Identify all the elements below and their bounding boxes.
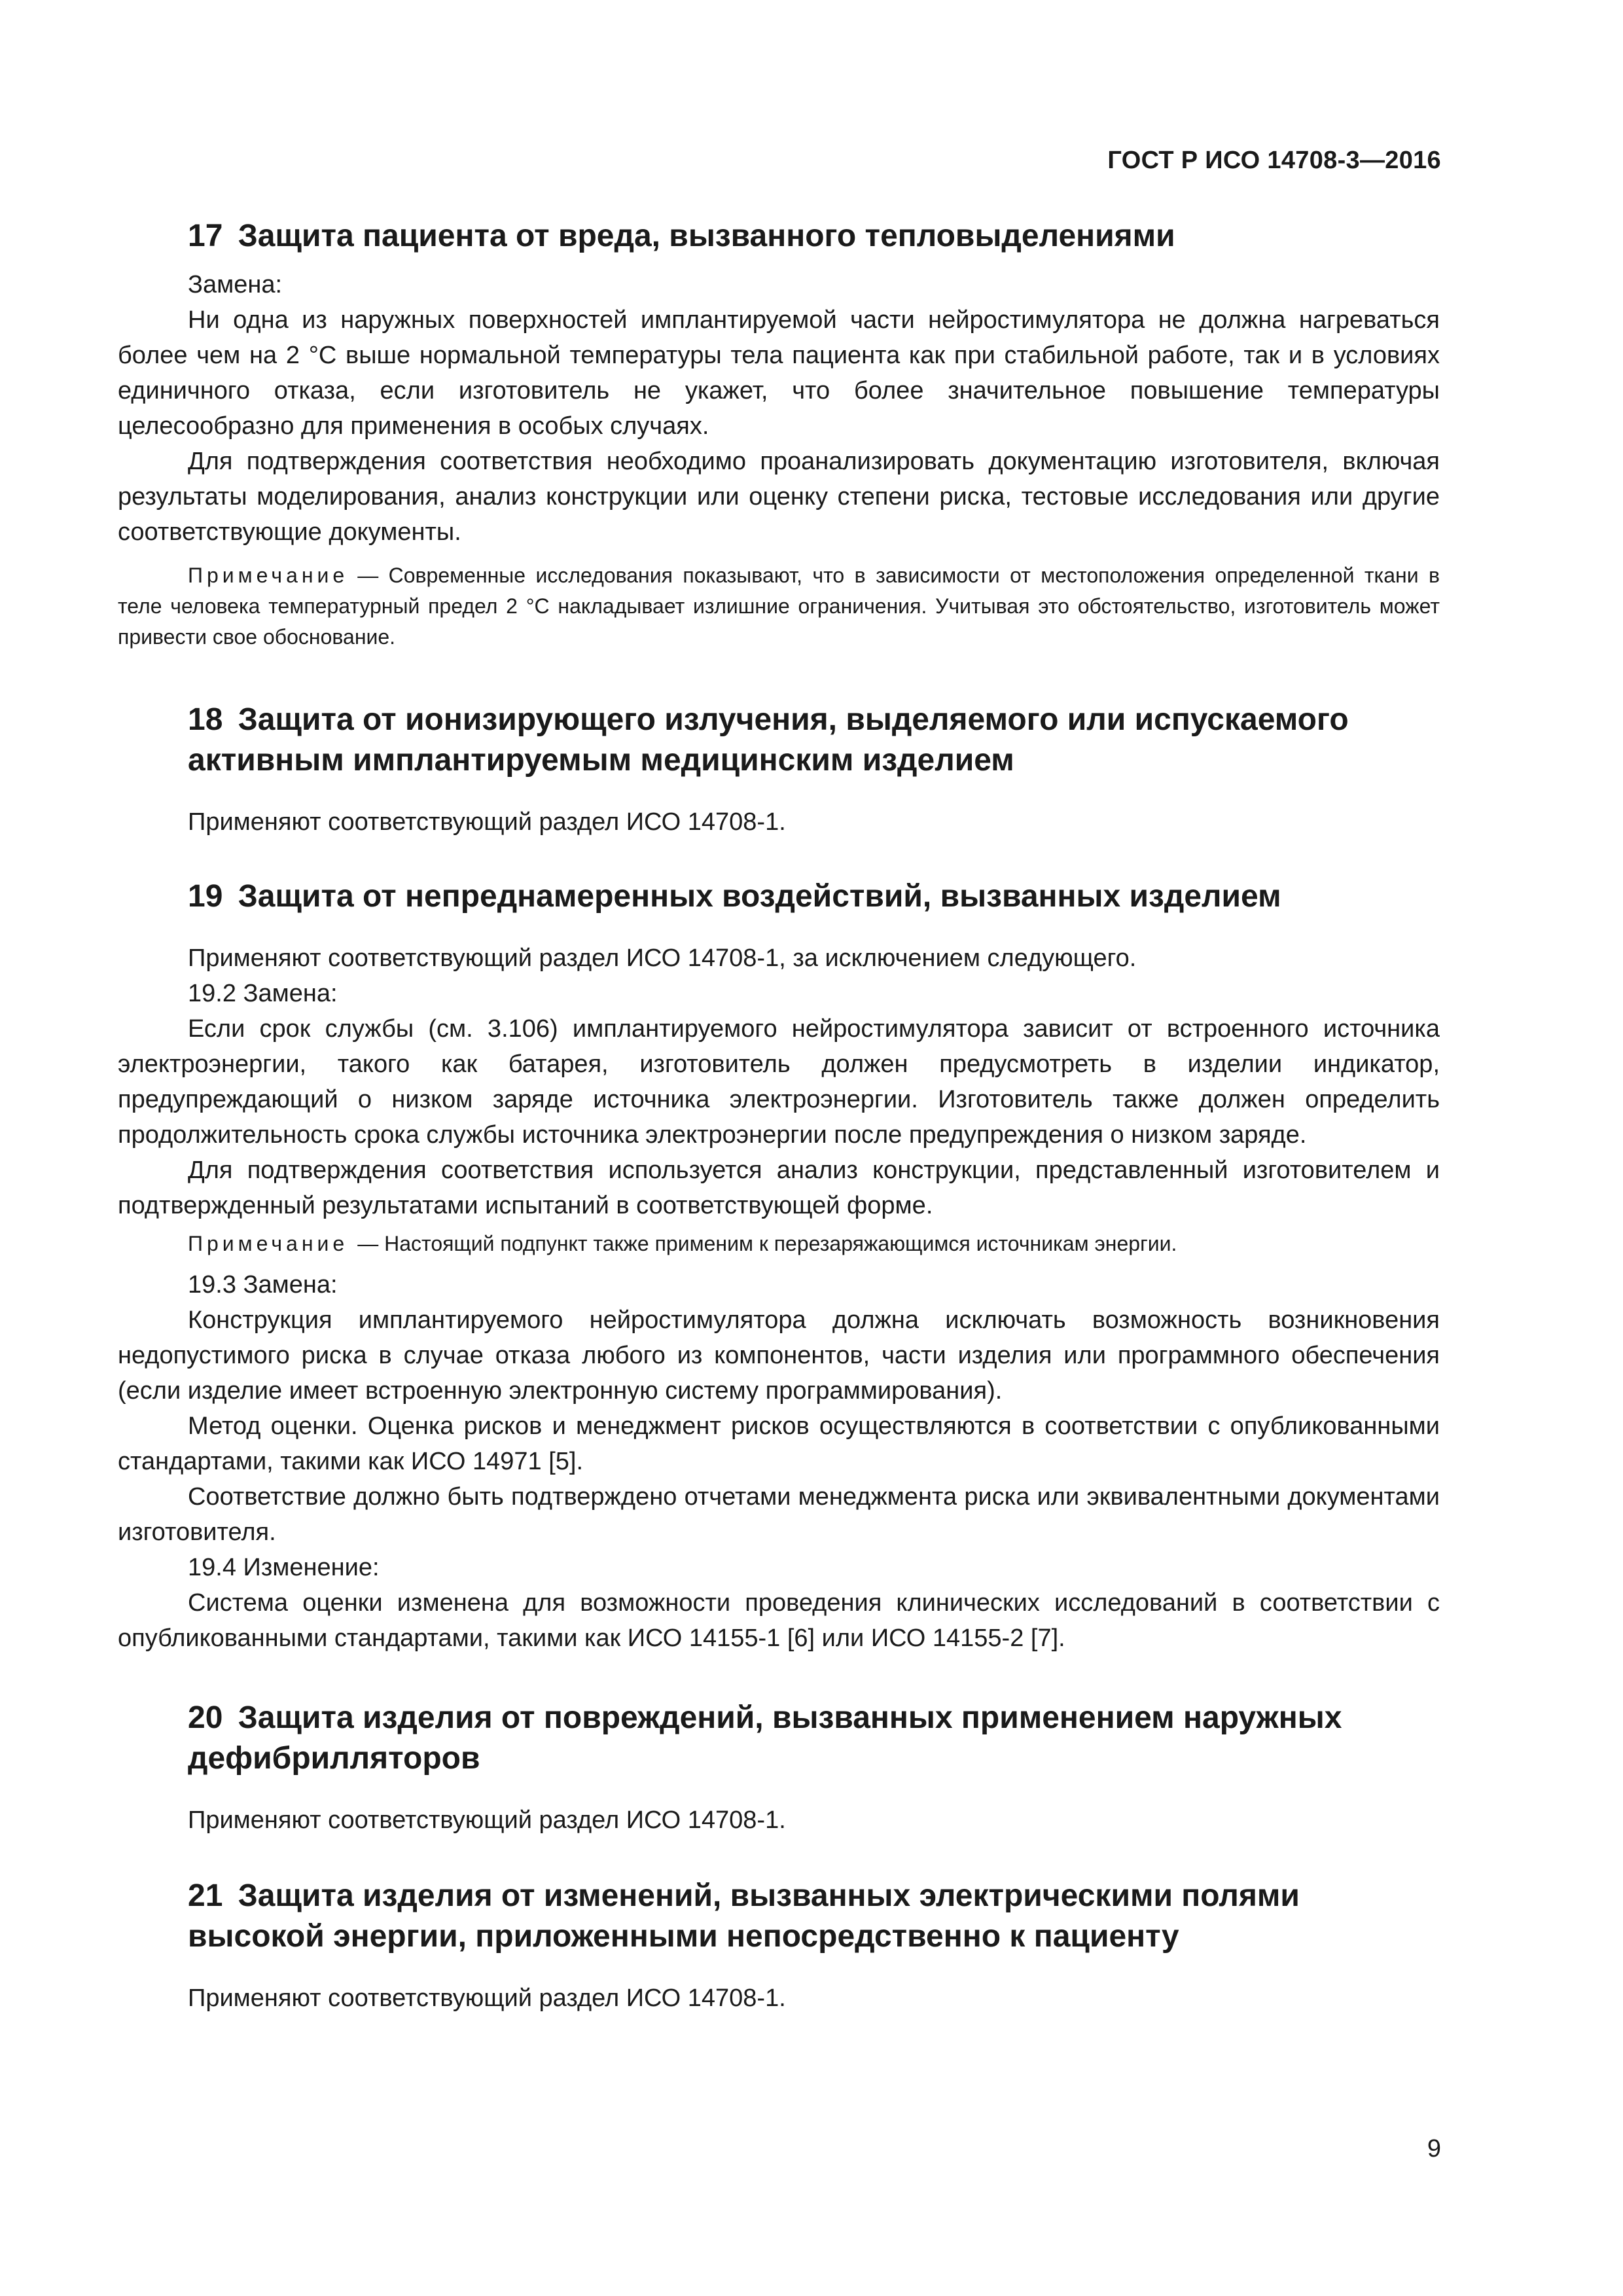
section-17-title: 17 Защита пациента от вреда, вызванного тепловыделениями xyxy=(188,219,1175,253)
section-18-title: 18 Защита от ионизирующего излучения, выделяемого или испускаемого активным имплантируемым медицинским изделием xyxy=(188,702,1349,778)
document-code: ГОСТ Р ИСО 14708-3—2016 xyxy=(1107,147,1441,174)
paragraph: Замена: xyxy=(188,271,283,298)
paragraph: Для подтверждения соответствия необходимо проанализировать документацию изготовителя, включая результаты моделирования, анализ конструкции или оценку степени риска, тестовые исследования или другие соответствующие документы. xyxy=(118,448,1440,546)
note-label: Примечание xyxy=(188,1232,349,1255)
section-19-title: 19 Защита от непреднамеренных воздействий, вызванных изделием xyxy=(188,879,1281,914)
paragraph: 19.2 Замена: xyxy=(188,980,338,1007)
paragraph: Система оценки изменена для возможности проведения клинических исследований в соответствии с опубликованными стандартами, такими как ИСО 14155-1 [6] или ИСО 14155-2 [7]. xyxy=(118,1589,1440,1652)
paragraph: 19.4 Изменение: xyxy=(188,1554,380,1581)
paragraph: Применяют соответствующий раздел ИСО 14708-1. xyxy=(188,1984,786,2012)
paragraph: Применяют соответствующий раздел ИСО 14708-1, за исключением следующего. xyxy=(188,944,1137,972)
paragraph: Применяют соответствующий раздел ИСО 14708-1. xyxy=(188,1806,786,1834)
paragraph: Для подтверждения соответствия используется анализ конструкции, представленный изготовителем и подтвержденный результатами испытаний в соответствующей форме. xyxy=(118,1157,1440,1219)
document-body xyxy=(118,216,1440,2016)
paragraph: Применяют соответствующий раздел ИСО 14708-1. xyxy=(188,808,786,836)
paragraph: Метод оценки. Оценка рисков и менеджмент рисков осуществляются в соответствии с опубликованными стандартами, такими как ИСО 14971 [5]. xyxy=(118,1412,1440,1475)
note: Примечание — Настоящий подпункт также применим к перезаряжающимся источникам энергии. xyxy=(188,1232,1177,1255)
section-20-title: 20 Защита изделия от повреждений, вызванных применением наружных дефибрилляторов xyxy=(188,1700,1342,1776)
paragraph: Конструкция имплантируемого нейростимулятора должна исключать возможность возникновения недопустимого риска в случае отказа любого из компонентов, части изделия или программного обеспечения (если изделие имеет встроенную электронную систему программирования). xyxy=(118,1306,1440,1405)
page-number: 9 xyxy=(1427,2135,1441,2162)
section-21-title: 21 Защита изделия от изменений, вызванных электрическими полями высокой энергии, приложенными непосредственно к пациенту xyxy=(188,1878,1300,1954)
paragraph: Ни одна из наружных поверхностей имплантируемой части нейростимулятора не должна нагреваться более чем на 2 °C выше нормальной температуры тела пациента как при стабильной работе, так и в условиях единичного отказа, если изготовитель не укажет, что более значительное повышение температуры целесообразно для применения в особых случаях. xyxy=(118,306,1440,440)
note: Примечание — Современные исследования показывают, что в зависимости от местоположения определенной ткани в теле человека температурный предел 2 °C накладывает излишние ограничения. Учитывая это обстоятельство, изготовитель может привести свое обоснование. xyxy=(118,564,1440,649)
note-label: Примечание xyxy=(188,564,349,587)
paragraph: 19.3 Замена: xyxy=(188,1271,338,1299)
paragraph: Если срок службы (см. 3.106) имплантируемого нейростимулятора зависит от встроенного источника электроэнергии, такого как батарея, изготовитель должен предусмотреть в изделии индикатор, предупреждающий о низком заряде источника электроэнергии. Изготовитель также должен определить продолжительность срока службы источника электроэнергии после предупреждения о низком заряде. xyxy=(118,1015,1440,1149)
paragraph: Соответствие должно быть подтверждено отчетами менеджмента риска или эквивалентными документами изготовителя. xyxy=(118,1483,1440,1546)
